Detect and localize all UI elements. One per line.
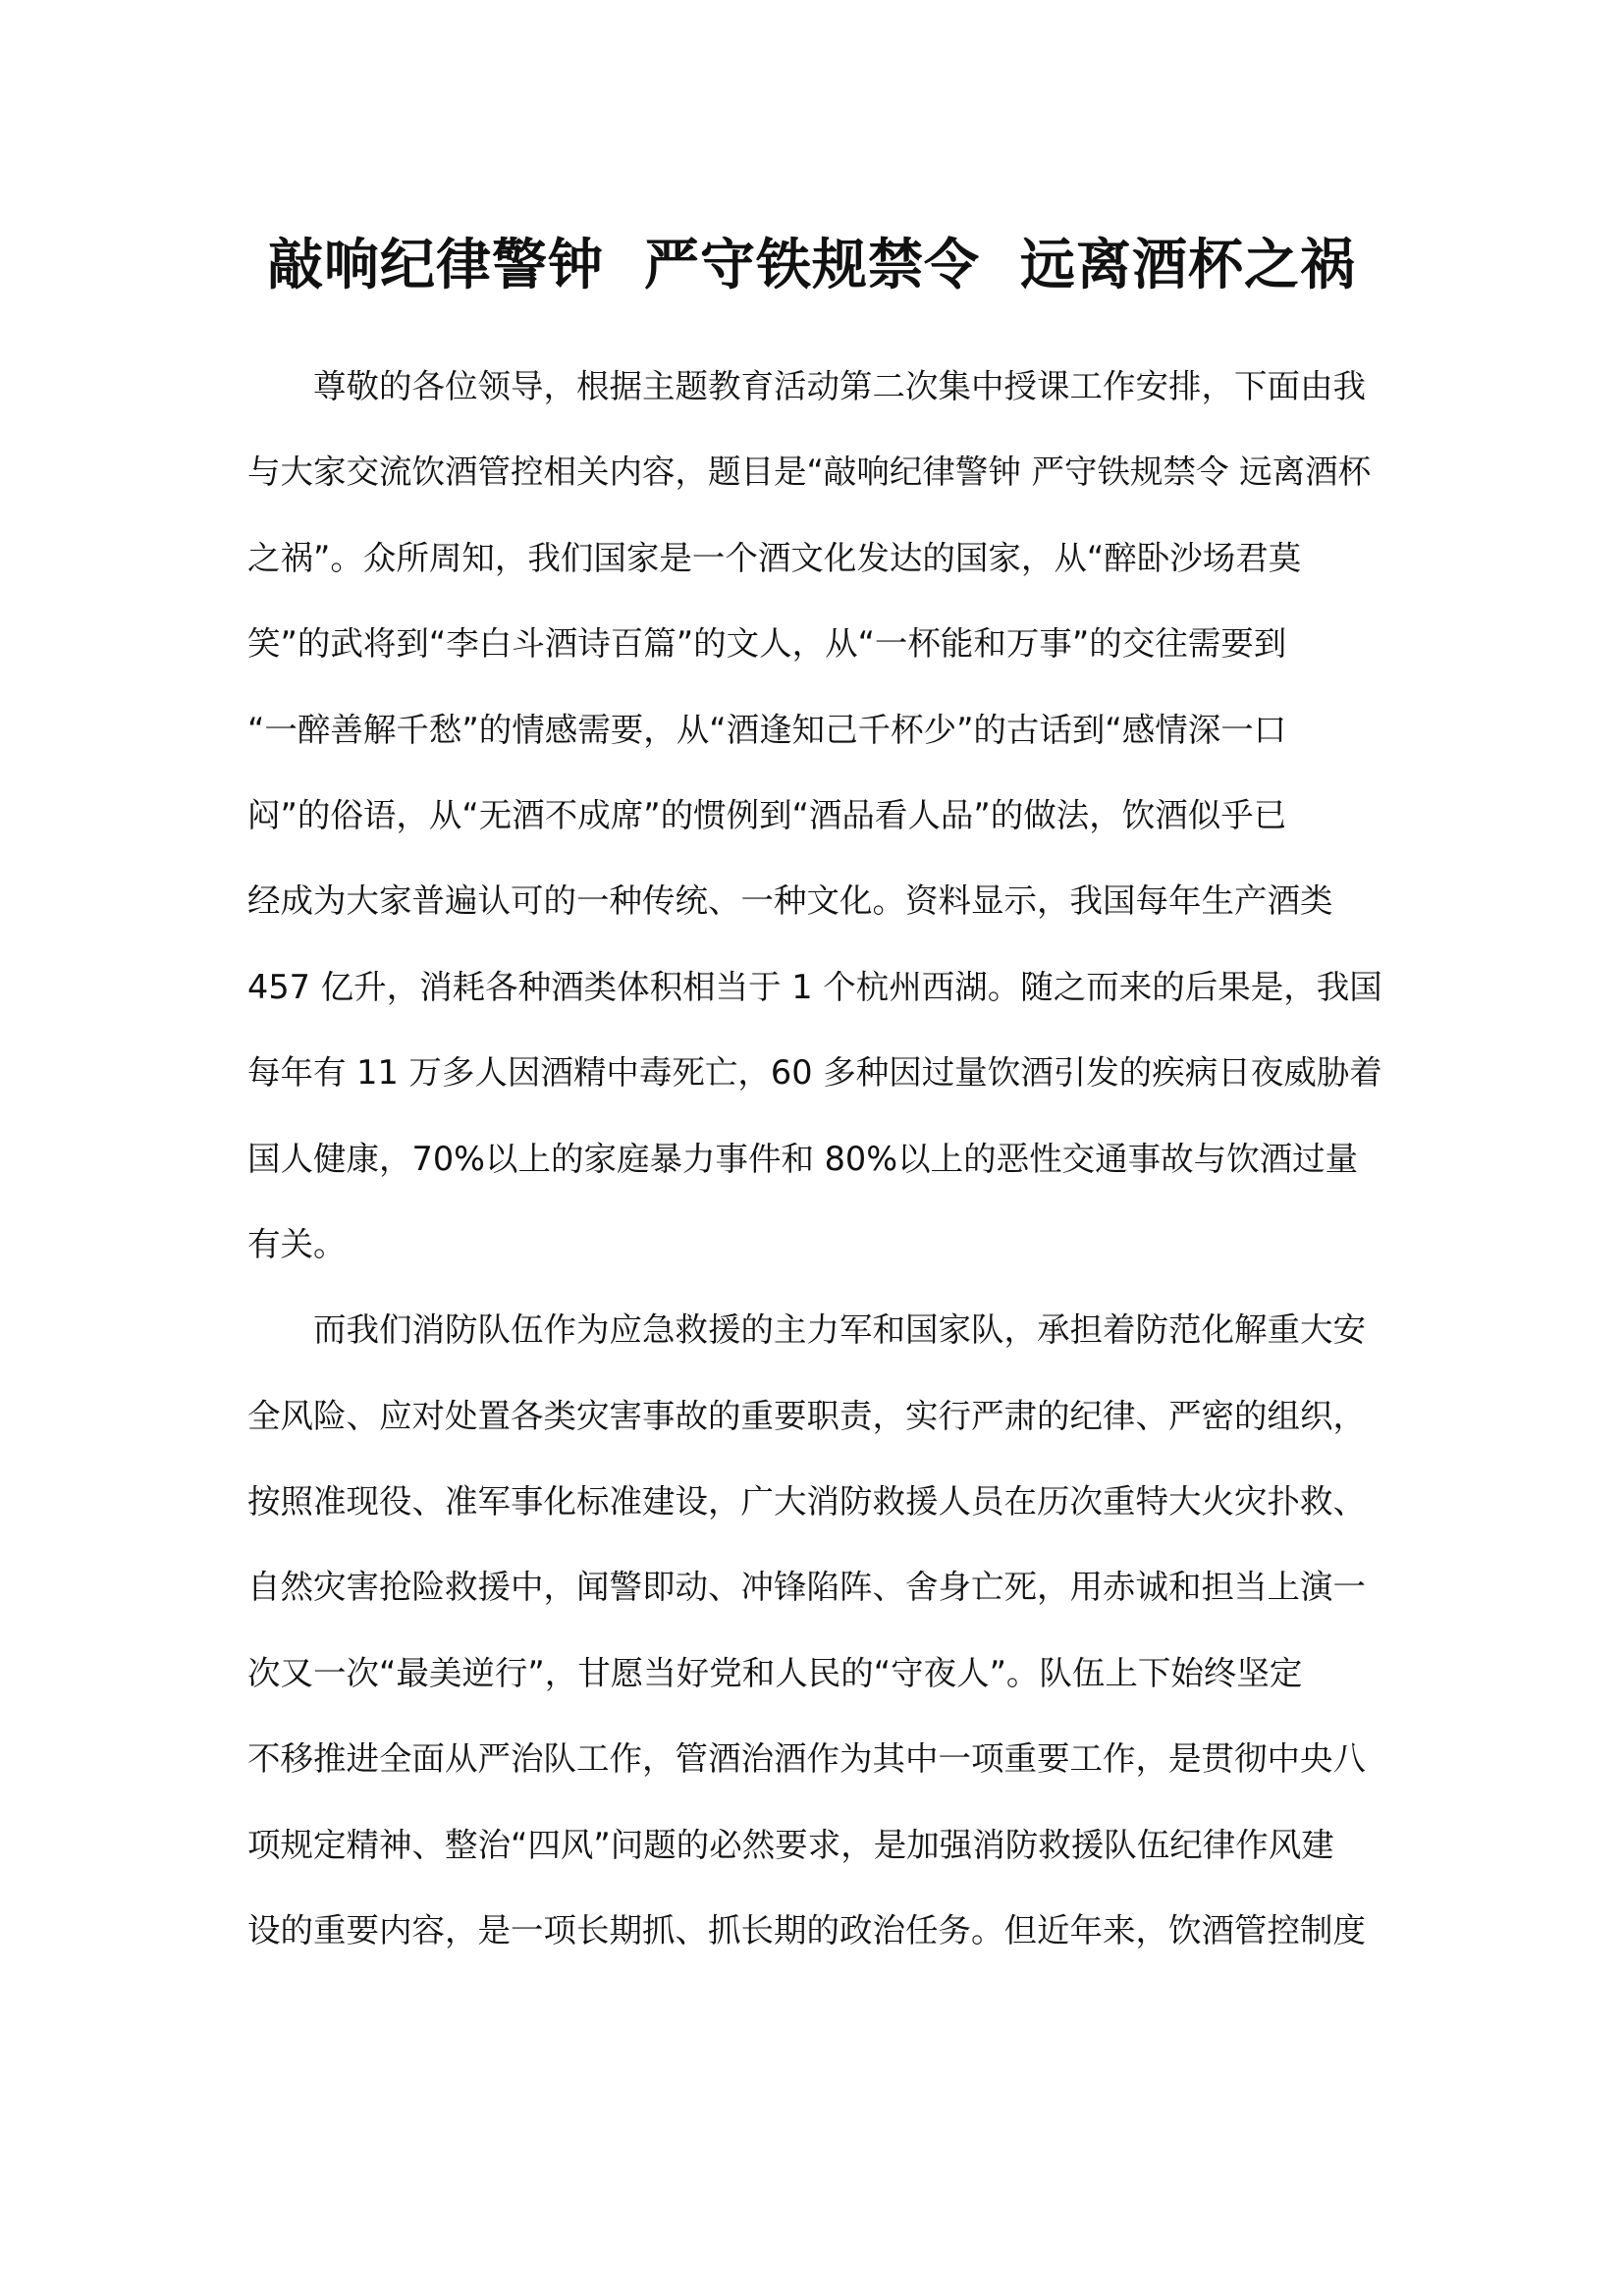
text-line: 次又一次“最美逆行”，甘愿当好党和人民的“守夜人”。队伍上下始终坚定 bbox=[247, 1653, 1303, 1692]
text-line: 之祸”。众所周知，我们国家是一个酒文化发达的国家，从“醉卧沙场君莫 bbox=[247, 538, 1302, 577]
text-line: “一醉善解千愁”的情感需要，从“酒逢知己千杯少”的古话到“感情深一口 bbox=[247, 710, 1287, 749]
text-line: 笑”的武将到“李白斗酒诗百篇”的文人，从“一杯能和万事”的交往需要到 bbox=[247, 624, 1287, 664]
document-title: 敲响纪律警钟 严守铁规禁令 远离酒杯之祸 bbox=[268, 234, 1356, 297]
text-line: 按照准现役、准军事化标准建设，广大消防救援人员在历次重特大火灾扑救、 bbox=[247, 1482, 1366, 1522]
text-line: 与大家交流饮酒管控相关内容，题目是“敲响纪律警钟 严守铁规禁令 远离酒杯 bbox=[247, 453, 1372, 492]
text-line: 每年有 11 万多人因酒精中毒死亡，60 多种因过量饮酒引发的疾病日夜威胁着 bbox=[247, 1053, 1382, 1093]
text-line: 闷”的俗语，从“无酒不成席”的惯例到“酒品看人品”的做法，饮酒似乎已 bbox=[247, 795, 1287, 834]
text-line: 全风险、应对处置各类灾害事故的重要职责，实行严肃的纪律、严密的组织， bbox=[247, 1396, 1366, 1435]
text-line: 经成为大家普遍认可的一种传统、一种文化。资料显示，我国每年生产酒类 bbox=[247, 881, 1333, 921]
text-line: 而我们消防队伍作为应急救援的主力军和国家队，承担着防范化解重大安 bbox=[247, 1310, 1366, 1350]
text-line: 国人健康，70%以上的家庭暴力事件和 80%以上的恶性交通事故与饮酒过量 bbox=[247, 1139, 1359, 1178]
text-line: 尊敬的各位领导，根据主题教育活动第二次集中授课工作安排，下面由我 bbox=[247, 367, 1366, 405]
text-line: 不移推进全面从严治队工作，管酒治酒作为其中一项重要工作，是贯彻中央八 bbox=[247, 1739, 1366, 1779]
text-line: 项规定精神、整治“四风”问题的必然要求，是加强消防救援队伍纪律作风建 bbox=[247, 1825, 1334, 1864]
text-line: 457 亿升，消耗各种酒类体积相当于 1 个杭州西湖。随之而来的后果是，我国 bbox=[247, 967, 1382, 1006]
document-body bbox=[247, 344, 1386, 1973]
text-line: 有关。 bbox=[247, 1224, 347, 1263]
text-line: 设的重要内容，是一项长期抓、抓长期的政治任务。但近年来，饮酒管控制度 bbox=[247, 1911, 1366, 1950]
text-line: 自然灾害抢险救援中，闻警即动、冲锋陷阵、舍身亡死，用赤诚和担当上演一 bbox=[247, 1568, 1366, 1607]
